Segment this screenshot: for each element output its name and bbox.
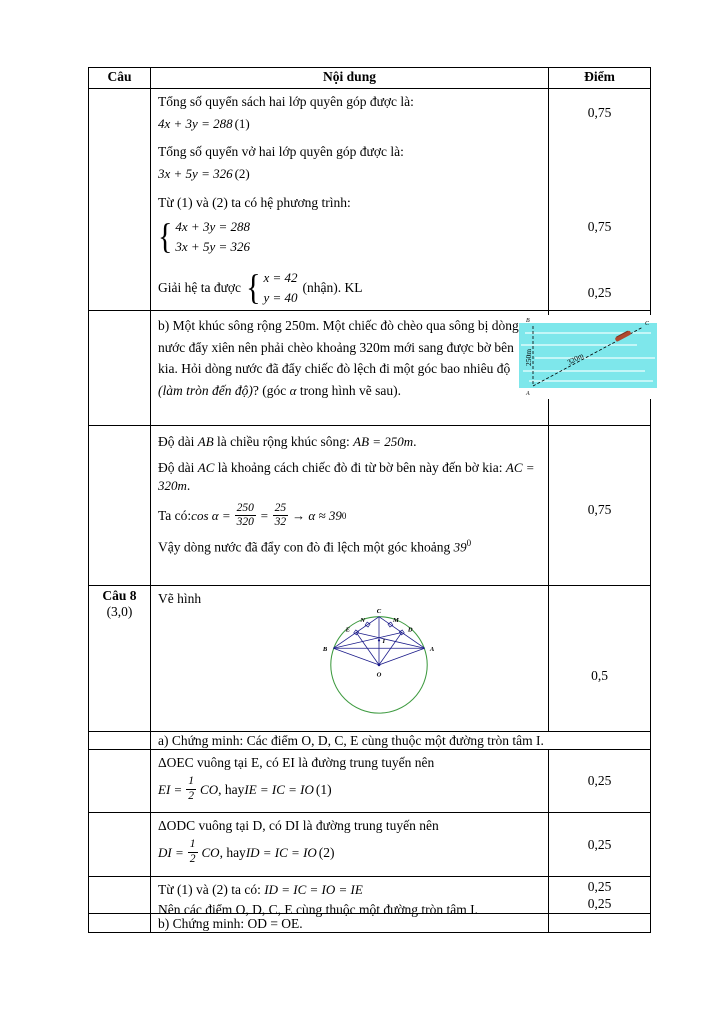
label-b: B xyxy=(322,646,328,654)
statement-b-text: b) Chứng minh: OD = OE. xyxy=(158,916,303,931)
math-fragment: 39 xyxy=(453,539,467,555)
math-fragment: AB = 250m xyxy=(353,434,414,449)
cau8-label-cell xyxy=(89,586,151,731)
text-fragment: Độ dài xyxy=(158,434,198,449)
points-value: 0,75 xyxy=(587,502,612,517)
label-i: I xyxy=(382,638,386,646)
draw-figure-label: Vẽ hình xyxy=(158,591,202,606)
text-line xyxy=(158,459,541,495)
math-fragment: = xyxy=(259,507,269,523)
text-fragment: là chiều rộng khúc sông: xyxy=(213,434,354,449)
cau-cell-empty-3 xyxy=(89,426,151,585)
center-o-dot xyxy=(378,664,381,667)
content-problem-b xyxy=(151,311,548,425)
text-line: Nên các điểm O, D, C, E cùng thuộc một đường tròn tâm I. xyxy=(158,901,479,917)
content-odc xyxy=(151,813,548,876)
text-line: Tổng số quyển sách hai lớp quyên góp được là: xyxy=(158,94,414,109)
points-part-a xyxy=(548,89,650,310)
math-fragment: EI = xyxy=(158,781,183,797)
points-value: 0,5 xyxy=(591,668,608,683)
numerator: 250 xyxy=(235,502,256,517)
brace-glyph: { xyxy=(158,216,173,256)
row-triangle-oec xyxy=(89,750,650,813)
content-cau8-drawing xyxy=(151,586,548,731)
text-fragment: Giải hệ ta được xyxy=(158,279,242,295)
header-noidung: Nội dung xyxy=(323,69,376,84)
math-fragment: ID = IC = IO = IE xyxy=(264,882,363,897)
brace-glyph: { xyxy=(246,267,261,307)
text-line: ΔODC vuông tại D, có DI là đường trung tuyến nên xyxy=(158,818,439,833)
row-triangle-odc xyxy=(89,813,650,877)
text-line xyxy=(158,433,541,451)
denominator: 2 xyxy=(188,790,195,803)
points-value: 0,75 xyxy=(587,219,612,234)
points-odc xyxy=(548,813,650,876)
math-fragment: IE = IC = IO xyxy=(244,781,314,797)
math-fragment: ID = IC = IO xyxy=(245,844,317,860)
equation-2 xyxy=(158,166,541,183)
median-equation-line xyxy=(158,775,541,804)
solve-result-line xyxy=(158,268,541,307)
label-o: O xyxy=(376,671,382,679)
equation-text: 3x + 5y = 326 xyxy=(158,166,233,182)
width-label: 250m xyxy=(524,348,533,366)
text-line: ΔOEC vuông tại E, có EI là đường trung tuyến nên xyxy=(158,755,435,770)
math-fragment: CO xyxy=(201,844,220,860)
text-fragment: Ta có: xyxy=(158,507,192,523)
text-line xyxy=(158,881,541,899)
math-fragment: CO xyxy=(200,781,219,797)
circle-figure xyxy=(286,593,472,721)
question-number: Câu 8 xyxy=(102,588,137,603)
degree-superscript: 0 xyxy=(341,510,347,521)
points-value: 0,25 xyxy=(587,895,612,911)
equation-system xyxy=(158,217,541,256)
equation-tag: (1) xyxy=(315,781,332,797)
fraction xyxy=(186,775,196,804)
alpha-symbol: α xyxy=(289,382,297,398)
text-fragment: . xyxy=(186,477,191,493)
points-b-empty xyxy=(548,914,650,932)
cosine-equation-line xyxy=(158,502,541,531)
points-value: 0,25 xyxy=(587,878,612,894)
text-fragment: Độ dài xyxy=(158,459,198,475)
math-fragment: AB xyxy=(197,434,214,449)
label-n: N xyxy=(360,617,365,625)
width-label-group xyxy=(524,349,533,366)
numerator: 25 xyxy=(273,502,289,517)
cau-cell-empty-7 xyxy=(89,877,151,913)
label-d: D xyxy=(407,626,413,634)
text-fragment: (nhận). KL xyxy=(302,279,363,295)
row-cau8-drawing xyxy=(89,586,650,732)
label-e: E xyxy=(345,626,351,634)
median-equation-line xyxy=(158,838,541,867)
system-lines xyxy=(263,268,297,307)
system-line-1: x = 42 xyxy=(263,270,298,286)
fraction xyxy=(235,502,256,531)
label-a: A xyxy=(429,646,435,654)
equation-tag: (2) xyxy=(318,844,335,860)
cau-cell-empty-5 xyxy=(89,750,151,812)
row-cau8-a-statement xyxy=(89,732,650,750)
math-fragment: AC xyxy=(197,459,215,475)
cau-cell-empty-8 xyxy=(89,914,151,932)
text-fragment: ? (góc xyxy=(252,382,290,398)
point-c-label: C xyxy=(645,321,650,327)
points-oec xyxy=(548,750,650,812)
cau-cell-empty-1 xyxy=(89,89,151,310)
content-oec xyxy=(151,750,548,812)
row-solution-part-b xyxy=(89,426,650,586)
points-cau8-drawing xyxy=(548,586,650,731)
table-header-row xyxy=(89,68,650,89)
header-cau: Câu xyxy=(89,68,151,88)
content-part-a xyxy=(151,89,548,310)
fraction xyxy=(273,502,289,531)
points-conclusion xyxy=(548,877,650,913)
text-line: Tổng số quyển vở hai lớp quyên góp được là: xyxy=(158,143,404,159)
numerator: 1 xyxy=(186,775,196,790)
diagonal-label: 320m xyxy=(565,350,586,367)
question-points-total: (3,0) xyxy=(106,604,133,619)
label-c: C xyxy=(376,608,382,616)
denominator: 320 xyxy=(236,516,254,529)
text-fragment: trong hình vẽ sau). xyxy=(296,382,402,398)
label-m: M xyxy=(393,617,399,625)
point-b-label: B xyxy=(526,318,530,324)
header-diem: Điểm xyxy=(548,68,650,88)
text-fragment: Vậy dòng nước đã đẩy con đò đi lệch một góc khoảng xyxy=(158,539,454,555)
numerator: 1 xyxy=(188,838,198,853)
text-fragment: , hay xyxy=(218,781,245,797)
system-lines xyxy=(175,217,250,256)
denominator: 32 xyxy=(274,516,287,529)
row-solution-part-a xyxy=(89,89,650,311)
river-figure-wrap xyxy=(519,315,657,399)
answer-key-table xyxy=(88,67,651,933)
fraction xyxy=(188,838,198,867)
math-fragment: AC = 320m xyxy=(158,459,535,493)
math-fragment: cos α = xyxy=(191,507,231,523)
text-fragment: . xyxy=(413,434,417,449)
points-value: 0,25 xyxy=(587,285,612,300)
degree-superscript: 0 xyxy=(466,538,472,549)
points-value: 0,25 xyxy=(587,836,612,852)
row-problem-part-b xyxy=(89,311,650,426)
points-solution-b xyxy=(548,426,650,585)
points-value: 0,25 xyxy=(587,773,612,788)
point-a-label: A xyxy=(526,391,530,397)
content-conclusion xyxy=(151,877,548,917)
row-cau8-b-statement xyxy=(89,914,650,932)
river-figure xyxy=(519,315,657,399)
circle-figure-wrap xyxy=(286,593,541,725)
equation-text: 4x + 3y = 288 xyxy=(158,116,233,132)
system-line-2: 3x + 5y = 326 xyxy=(175,238,250,254)
cau-cell-empty-2 xyxy=(89,311,151,425)
center-i-dot xyxy=(378,639,380,641)
math-fragment: DI = xyxy=(158,844,184,860)
text-fragment: là khoảng cách chiếc đò đi từ bờ bên này đến bờ kia: xyxy=(214,459,506,475)
denominator: 2 xyxy=(189,853,196,866)
system-group xyxy=(246,268,297,307)
equation-tag: (2) xyxy=(234,166,250,182)
statement-a-text: a) Chứng minh: Các điểm O, D, C, E cùng thuộc một đường tròn tâm I. xyxy=(158,733,544,748)
text-fragment: Từ (1) và (2) ta có: xyxy=(158,882,265,897)
cau-cell-empty-6 xyxy=(89,813,151,876)
problem-text xyxy=(158,315,530,402)
system-line-1: 4x + 3y = 288 xyxy=(175,219,250,235)
row-conclusion-a xyxy=(89,877,650,917)
system-group xyxy=(158,217,250,256)
italic-fragment: (làm tròn đến độ) xyxy=(158,382,253,398)
system-line-2: y = 40 xyxy=(263,289,298,305)
content-solution-b xyxy=(151,426,548,585)
text-fragment: , hay xyxy=(219,844,246,860)
text-fragment: b) Một khúc sông rộng 250m. Một chiếc đò chèo qua sông bị dòng nước đẩy xiên nên phải chèo khoảng 320m mới sang được bờ bên kia. Hỏi dòng nước đã đẩy chiếc đò lệch đi một góc bao nhiêu độ xyxy=(158,318,519,377)
math-fragment: → α ≈ 39 xyxy=(292,507,342,523)
cau-cell-empty-4 xyxy=(89,732,151,749)
text-line: Từ (1) và (2) ta có hệ phương trình: xyxy=(158,194,351,210)
equation-tag: (1) xyxy=(234,116,250,132)
conclusion-line xyxy=(158,538,541,556)
equation-1 xyxy=(158,116,541,133)
points-value: 0,75 xyxy=(587,105,612,120)
